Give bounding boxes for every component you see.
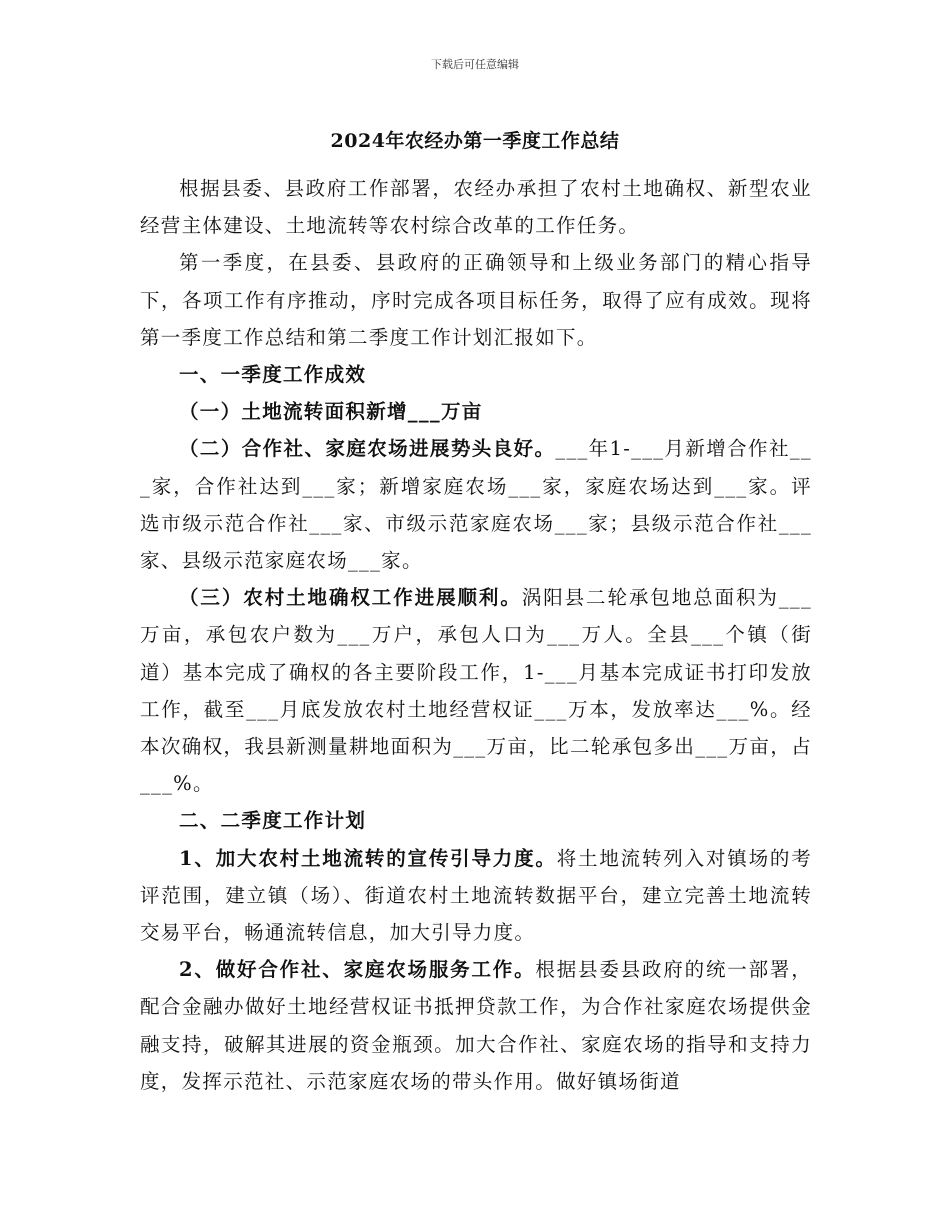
document-title: 2024年农经办第一季度工作总结 <box>330 130 620 152</box>
paragraph-text: 根据县委、县政府工作部署，农经办承担了农村土地确权、新型农业经营主体建设、土地流转等农村综合改革的工作任务。 <box>140 177 812 238</box>
paragraph-lead: 2、做好合作社、家庭农场服务工作。 <box>179 958 536 982</box>
paragraph-cooperatives <box>140 430 812 579</box>
section-heading-q2-plan <box>140 802 812 839</box>
paragraph-text: 涡阳县二轮承包地总面积为___万亩，承包农户数为___万户，承包人口为___万人。全县___个镇（街道）基本完成了确权的各主要阶段工作，1-___月基本完成证书打印发放工作，截至___月底发放农村土地经营权证___万本，发放率达___%。经本次确权，我县新测量耕地面积为___万亩，比二轮承包多出___万亩，占___%。 <box>140 586 812 796</box>
paragraph-q1-overview <box>140 244 812 356</box>
paragraph-lead: 1、加大农村土地流转的宣传引导力度。 <box>179 846 557 870</box>
paragraph-lead: 二、二季度工作计划 <box>179 809 367 833</box>
paragraph-plan-1 <box>140 840 812 952</box>
paragraph-text: 根据县委县政府的统一部署，配合金融办做好土地经营权证书抵押贷款工作，为合作社家庭农场提供金融支持，破解其进展的资金瓶颈。加大合作社、家庭农场的指导和支持力度，发挥示范社、示范家庭农场的带头作用。做好镇场街道 <box>140 958 812 1093</box>
paragraph-lead: 一、一季度工作成效 <box>179 363 367 387</box>
document-body <box>140 170 812 1100</box>
paragraph-lead: （三）农村土地确权工作进展顺利。 <box>179 586 522 610</box>
paragraph-text: 将土地流转列入对镇场的考评范围，建立镇（场）、街道农村土地流转数据平台，建立完善土地流转交易平台，畅通流转信息，加大引导力度。 <box>140 846 812 945</box>
header-note: 下载后可任意编辑 <box>431 58 519 71</box>
paragraph-intro <box>140 170 812 244</box>
paragraph-plan-2 <box>140 951 812 1100</box>
subheading-land-transfer <box>140 393 812 430</box>
paragraph-text: 第一季度，在县委、县政府的正确领导和上级业务部门的精心指导下，各项工作有序推动，序时完成各项目标任务，取得了应有成效。现将第一季度工作总结和第二季度工作计划汇报如下。 <box>140 251 812 349</box>
section-heading-q1-results <box>140 356 812 393</box>
paragraph-land-rights <box>140 579 812 802</box>
paragraph-text: ___年1-___月新增合作社___家，合作社达到___家；新增家庭农场___家，家庭农场达到___家。评选市级示范合作社___家、市级示范家庭农场___家；县级示范合作社___家、县级示范家庭农场___家。 <box>140 437 812 573</box>
paragraph-lead: （二）合作社、家庭农场进展势头良好。 <box>179 437 556 461</box>
paragraph-lead: （一）土地流转面积新增___万亩 <box>179 400 483 424</box>
